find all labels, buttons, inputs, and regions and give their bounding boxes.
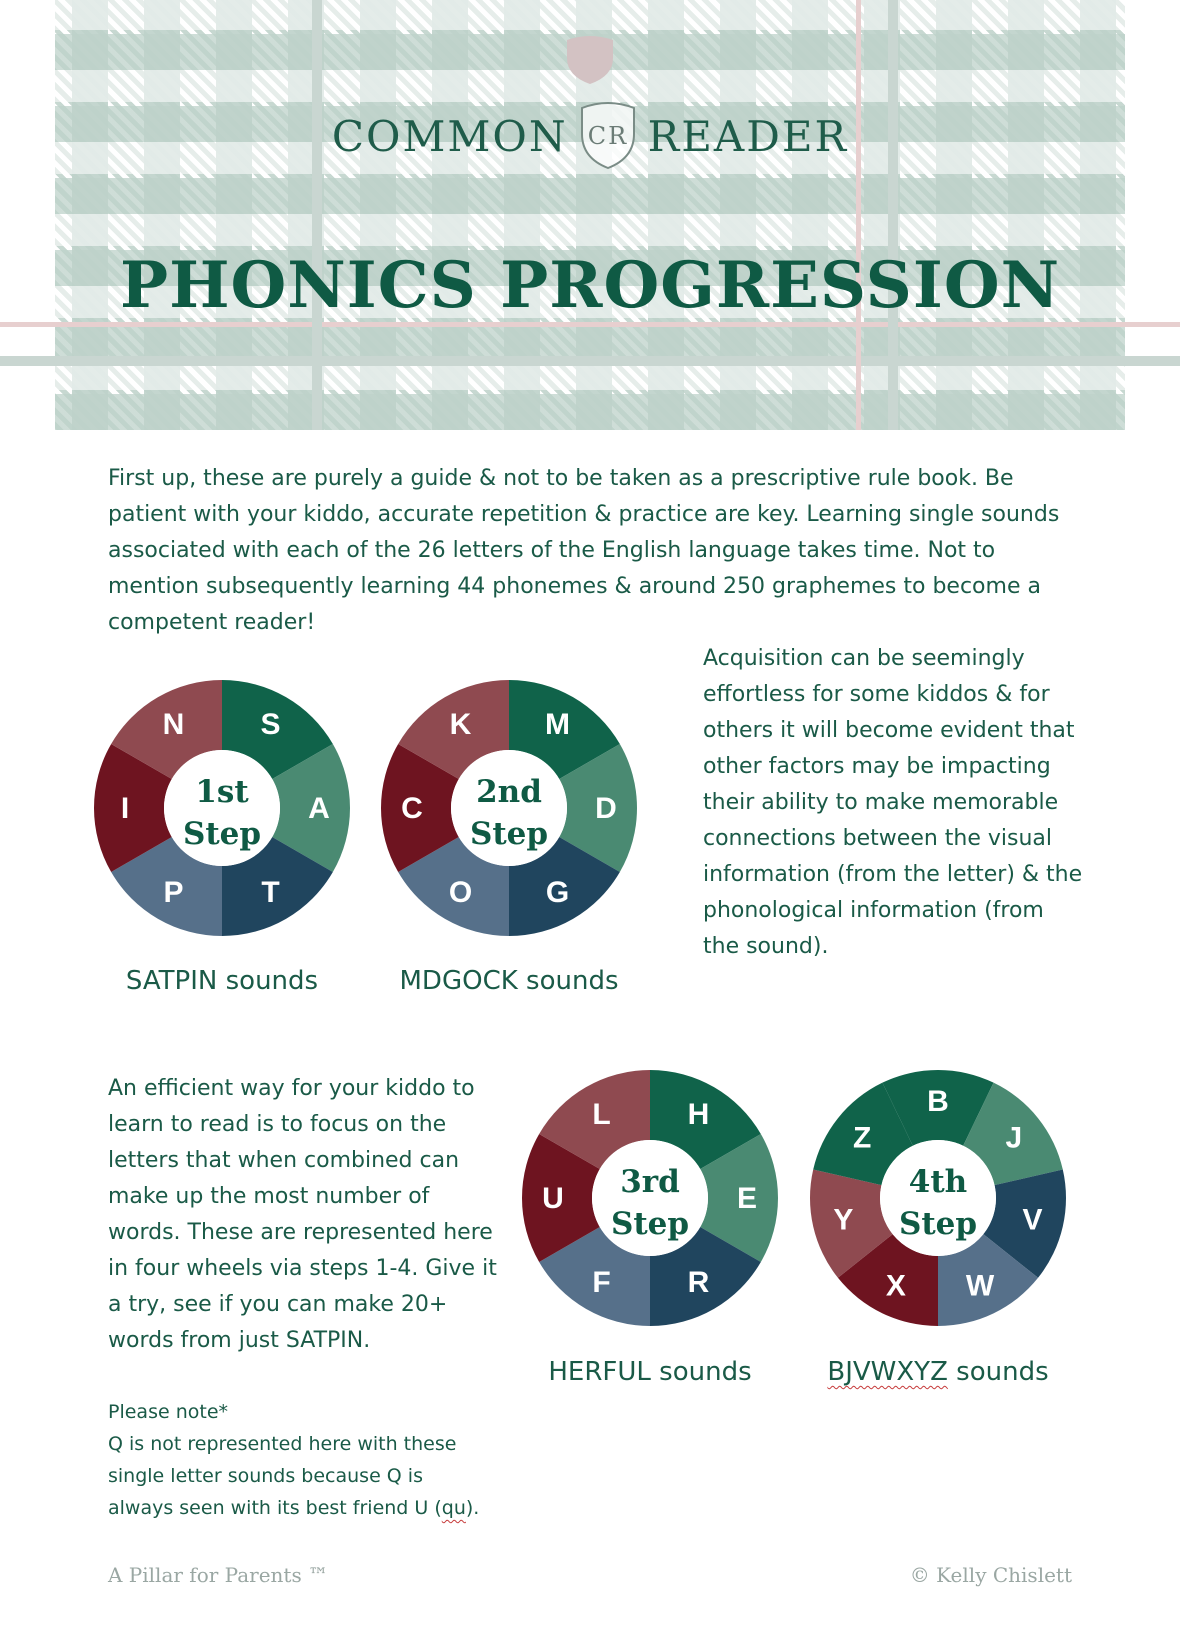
- wheel-letter: L: [592, 1097, 611, 1131]
- wheel-step-word: Step: [469, 816, 549, 852]
- wheel-letter: U: [542, 1182, 564, 1215]
- wheel-step-3: [518, 1066, 782, 1330]
- wheel-letter: D: [595, 792, 617, 825]
- wheel-letter: J: [1005, 1121, 1023, 1155]
- note-qu: qu: [441, 1497, 466, 1519]
- wheel-letter: W: [965, 1269, 995, 1303]
- acquisition-paragraph: Acquisition can be seemingly effortless for some kiddos & for others it will become evident that other factors may be impacting their ability to make memorable connections between the visual information (from the letter) & the phonological information (from the sound).: [703, 646, 1083, 959]
- brand-logo: [0, 100, 1180, 180]
- wheel-letter: T: [261, 876, 280, 910]
- crest-monogram: CR: [587, 122, 628, 150]
- wheel-letter: N: [162, 707, 185, 741]
- wheel-letter: B: [927, 1085, 949, 1118]
- brand-right: READER: [647, 112, 849, 161]
- wheel-step-number: 2nd: [476, 774, 542, 810]
- wheel-letter: O: [448, 876, 473, 910]
- wheel-letter: I: [120, 792, 130, 825]
- wheel-letter: H: [687, 1097, 710, 1131]
- wheel-step-word: Step: [182, 816, 262, 852]
- wheel-letter: K: [449, 707, 472, 741]
- footer-tagline: A Pillar for Parents ™: [108, 1563, 329, 1587]
- intro-paragraph: First up, these are purely a guide & not to be taken as a prescriptive rule book. Be patient with your kiddo, accurate repetition & practice are key. Learning single sounds associated with each of the 26 letters of the English language takes time. Not to mention subsequently learning 44 phonemes & around 250 graphemes to become a competent reader!: [108, 466, 1060, 635]
- wheel-letter: Z: [852, 1121, 872, 1155]
- wheel-step-number: 4th: [908, 1164, 968, 1200]
- wheel-label-step-1: SATPIN sounds: [125, 966, 319, 996]
- wheel-label-step-2: MDGOCK sounds: [399, 966, 619, 996]
- wheel-letter: E: [736, 1182, 758, 1215]
- wheel-letter: P: [163, 876, 184, 910]
- wheel-step-word: Step: [898, 1206, 978, 1242]
- page-title: PHONICS PROGRESSION: [119, 248, 1061, 323]
- shield-icon: [563, 34, 617, 86]
- plaid-stripe: [856, 0, 861, 430]
- footer-copyright: © Kelly Chislett: [909, 1563, 1072, 1587]
- wheel-step-2: [377, 676, 641, 940]
- wheel-label-step-4-letters: BJVWXYZ: [827, 1357, 948, 1387]
- wheel-letter: A: [308, 792, 330, 825]
- note-text-main: Q is not represented here with these single letter sounds because Q is always seen with its best friend U (: [108, 1433, 457, 1519]
- please-note: [108, 1396, 488, 1524]
- wheel-step-word: Step: [610, 1206, 690, 1242]
- efficient-paragraph: An efficient way for your kiddo to learn to read is to focus on the letters that when combined can make up the most number of words. These are represented here in four wheels via steps 1-4. Give it a try, see if you can make 20+ words from just SATPIN.: [108, 1076, 497, 1353]
- wheel-letter: C: [401, 792, 423, 825]
- wheel-letter: F: [592, 1266, 611, 1300]
- wheel-step-1: [90, 676, 354, 940]
- wheel-label-step-3: HERFUL sounds: [548, 1357, 752, 1387]
- note-heading: Please note*: [108, 1401, 229, 1423]
- note-text: [108, 1428, 488, 1524]
- wheel-step-number: 1st: [195, 774, 249, 810]
- wheel-letter: V: [1022, 1203, 1043, 1237]
- plaid-stripe: [888, 0, 898, 430]
- wheel-letter: R: [687, 1266, 710, 1300]
- wheel-label-step-4-suffix: sounds: [947, 1357, 1049, 1387]
- note-text-end: ).: [465, 1497, 480, 1519]
- wheel-letter: Y: [833, 1203, 854, 1237]
- header-banner: [0, 0, 1180, 430]
- crest-icon: [576, 100, 640, 180]
- wheel-letter: S: [260, 707, 281, 741]
- plaid-stripe: [312, 0, 322, 430]
- wheel-letter: X: [885, 1269, 906, 1303]
- wheel-label-step-4: [808, 1357, 1068, 1387]
- wheel-step-number: 3rd: [620, 1164, 680, 1200]
- plaid-stripe: [0, 356, 1180, 366]
- wheel-letter: M: [545, 707, 570, 741]
- brand-left: COMMON: [331, 112, 568, 161]
- wheel-step-4: [806, 1066, 1070, 1330]
- wheel-letter: G: [545, 876, 570, 910]
